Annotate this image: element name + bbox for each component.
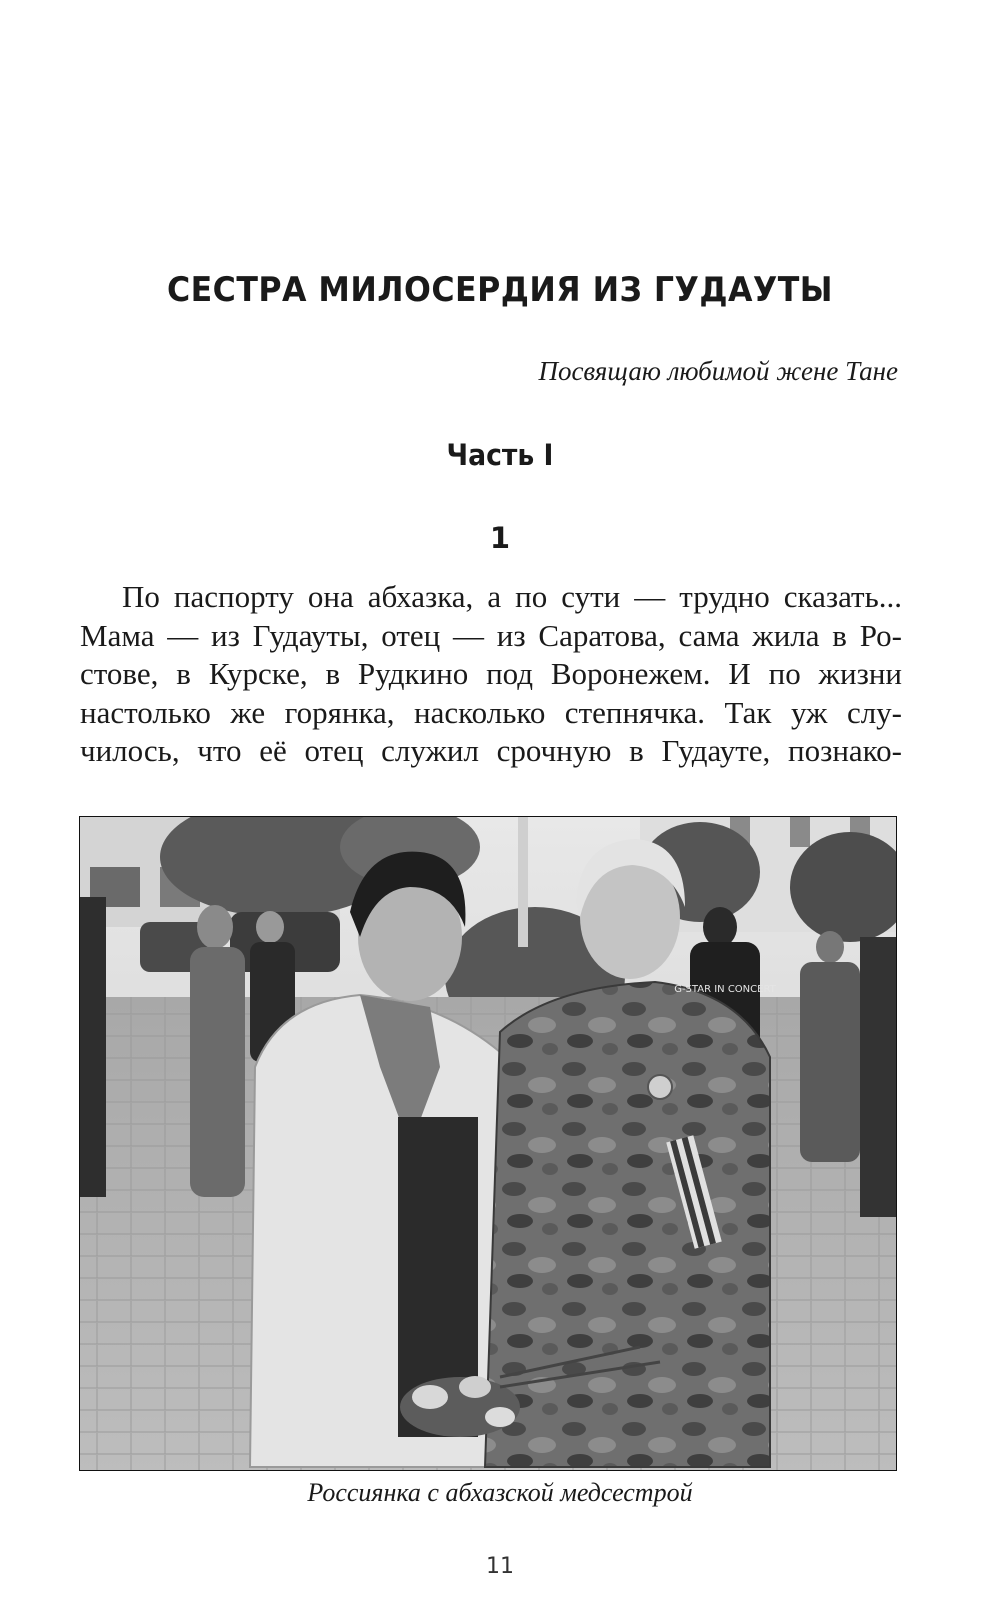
body-line: чилось, что её отец служил срочную в Гудауте, познако- — [80, 733, 902, 768]
body-line: По паспорту она абхазка, а по сути — трудно сказать... — [122, 579, 902, 614]
part-heading: Часть I — [446, 438, 554, 472]
body-line: стове, в Курске, в Рудкино под Воронежем. И по жизни — [80, 656, 902, 691]
body-line: настолько же горянка, насколько степнячка. Так уж слу- — [80, 694, 902, 730]
body-paragraph — [80, 578, 902, 771]
pole — [518, 817, 528, 947]
photo-caption: Россиянка с абхазской медсестрой — [307, 1478, 693, 1507]
dedication: Посвящаю любимой жене Тане — [538, 356, 898, 386]
chapter-title: СЕСТРА МИЛОСЕРДИЯ ИЗ ГУДАУТЫ — [166, 270, 834, 310]
photograph-illustration — [80, 817, 897, 1471]
body-line: Мама — из Гудауты, отец — из Саратова, сама жила в Ро- — [80, 617, 902, 653]
page-number: 11 — [486, 1554, 514, 1579]
window — [790, 817, 810, 847]
medal — [648, 1075, 672, 1099]
section-number: 1 — [489, 521, 511, 555]
photograph — [79, 816, 897, 1471]
tshirt-text: G-STAR IN CONCERT — [674, 984, 776, 995]
